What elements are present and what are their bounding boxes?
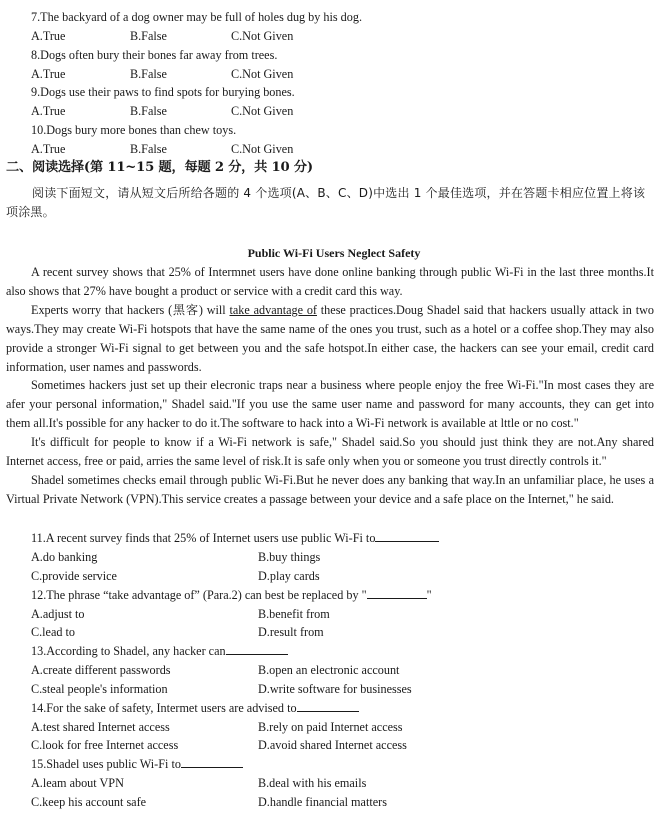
option-b[interactable]: B.open an electronic account (258, 663, 400, 677)
question-stem: 12.The phrase “take advantage of” (Para.2) can best be replaced by " (31, 588, 367, 602)
option-a[interactable]: A.do banking (31, 550, 98, 564)
option-b[interactable]: B.deal with his emails (258, 776, 367, 790)
option-d[interactable]: D.play cards (258, 569, 320, 583)
paragraph-3: Sometimes hackers just set up their elecronic traps near a business where people enjoy the free Wi-Fi."In most cases they are afer your personal information," Shadel said."If you use the same user name and password for many accounts, they can get into them all.It's possible for any hacker to do it.The software to hack into a Wi-Fi network is available at lttle or no cost." (6, 378, 654, 431)
option-a[interactable]: A.True (31, 29, 66, 43)
question-text (31, 757, 243, 771)
answer-blank (226, 644, 288, 655)
question-text (31, 531, 439, 545)
option-b[interactable]: B.rely on paid Internet access (258, 720, 403, 734)
answer-blank (181, 757, 243, 768)
option-a[interactable]: A.True (31, 142, 66, 156)
option-b[interactable]: B.False (130, 104, 167, 118)
paragraph-1: A recent survey shows that 25% of Intermnet users have done online banking through public Wi-Fi in the last three months.It also shows that 27% have bought a product or service with a credit card this way. (6, 265, 654, 298)
paragraph-5: Shadel sometimes checks email through public Wi-Fi.But he never does any banking that way.In an unfamiliar place, he uses a Virtual Private Network (VPN).This service creates a passage between your device and a safe place on the Internet," he said. (6, 472, 654, 506)
option-c[interactable]: C.steal people's information (31, 682, 168, 696)
option-a[interactable]: A.True (31, 67, 66, 81)
option-b[interactable]: B.benefit from (258, 607, 330, 621)
section-instruction: 阅读下面短文，请从短文后所给各题的 4 个选项(A、B、C、D)中选出 1 个最佳选项，并在答题卡相应位置上将该项涂黑。 (6, 186, 646, 219)
option-b[interactable]: B.False (130, 67, 167, 81)
question-text (31, 701, 359, 715)
option-a[interactable]: A.test shared Internet access (31, 720, 170, 734)
option-c[interactable]: C.look for free Internet access (31, 738, 179, 752)
option-b[interactable]: B.False (130, 142, 167, 156)
option-a[interactable]: A.leam about VPN (31, 776, 124, 790)
question-text: 10.Dogs bury more bones than chew toys. (31, 123, 237, 137)
option-c[interactable]: C.keep his account safe (31, 795, 147, 809)
option-b[interactable]: B.buy things (258, 550, 321, 564)
question-text: 7.The backyard of a dog owner may be full of holes dug by his dog. (31, 10, 363, 24)
paragraph-2-after: these practices.Doug Shadel said that hackers usually attack in two ways.They may create Wi-Fi hotspots that have the same name of the ones you trust, such as a hotel or a coffee shop.They may also provide a stronger Wi-Fi signal to get between you and the safe hotspot.In either case, the hackers can see your email, credit card information, user names and passwords. (6, 302, 654, 374)
option-a[interactable]: A.create different passwords (31, 663, 171, 677)
option-c[interactable]: C.Not Given (231, 104, 294, 118)
answer-blank (297, 701, 359, 712)
question-stem: 11.A recent survey finds that 25% of Internet users use public Wi-Fi to (31, 531, 376, 545)
question-suffix: " (426, 588, 432, 602)
passage-body (6, 263, 654, 509)
option-b[interactable]: B.False (130, 29, 167, 43)
option-d[interactable]: D.write software for businesses (258, 682, 412, 696)
answer-blank (367, 588, 427, 599)
answer-blank (375, 531, 439, 542)
option-c[interactable]: C.Not Given (231, 142, 294, 156)
option-d[interactable]: D.result from (258, 625, 324, 639)
question-stem: 14.For the sake of safety, Intermet users are advised to (31, 701, 297, 715)
option-d[interactable]: D.avoid shared Internet access (258, 738, 407, 752)
question-text: 9.Dogs use their paws to find spots for burying bones. (31, 85, 295, 99)
option-d[interactable]: D.handle financial matters (258, 795, 387, 809)
question-text (31, 588, 432, 602)
paragraph-2-before: Experts worry that hackers (黑客) will (31, 302, 230, 317)
option-c[interactable]: C.Not Given (231, 67, 294, 81)
question-stem: 15.Shadel uses public Wi-Fi to (31, 757, 181, 771)
paragraph-4: It's difficult for people to know if a Wi-Fi network is safe," Shadel said.So you should just think they are not.Any shared Internet access, free or paid, arries the same level of risk.It is safe only when you or someone you trust directly controls it." (6, 435, 654, 469)
question-text (31, 644, 288, 658)
option-c[interactable]: C.lead to (31, 625, 76, 639)
paragraph-2 (6, 301, 654, 377)
section-heading: 二、阅读选择(第 11~15 题，每题 2 分，共 10 分) (6, 160, 313, 175)
question-stem: 13.According to Shadel, any hacker can (31, 644, 226, 658)
passage-title: Public Wi-Fi Users Neglect Safety (247, 246, 421, 260)
option-c[interactable]: C.Not Given (231, 29, 294, 43)
underlined-phrase: take advantage of (229, 302, 317, 317)
option-a[interactable]: A.True (31, 104, 66, 118)
option-a[interactable]: A.adjust to (31, 607, 85, 621)
option-c[interactable]: C.provide service (31, 569, 117, 583)
question-text: 8.Dogs often bury their bones far away from trees. (31, 48, 278, 62)
